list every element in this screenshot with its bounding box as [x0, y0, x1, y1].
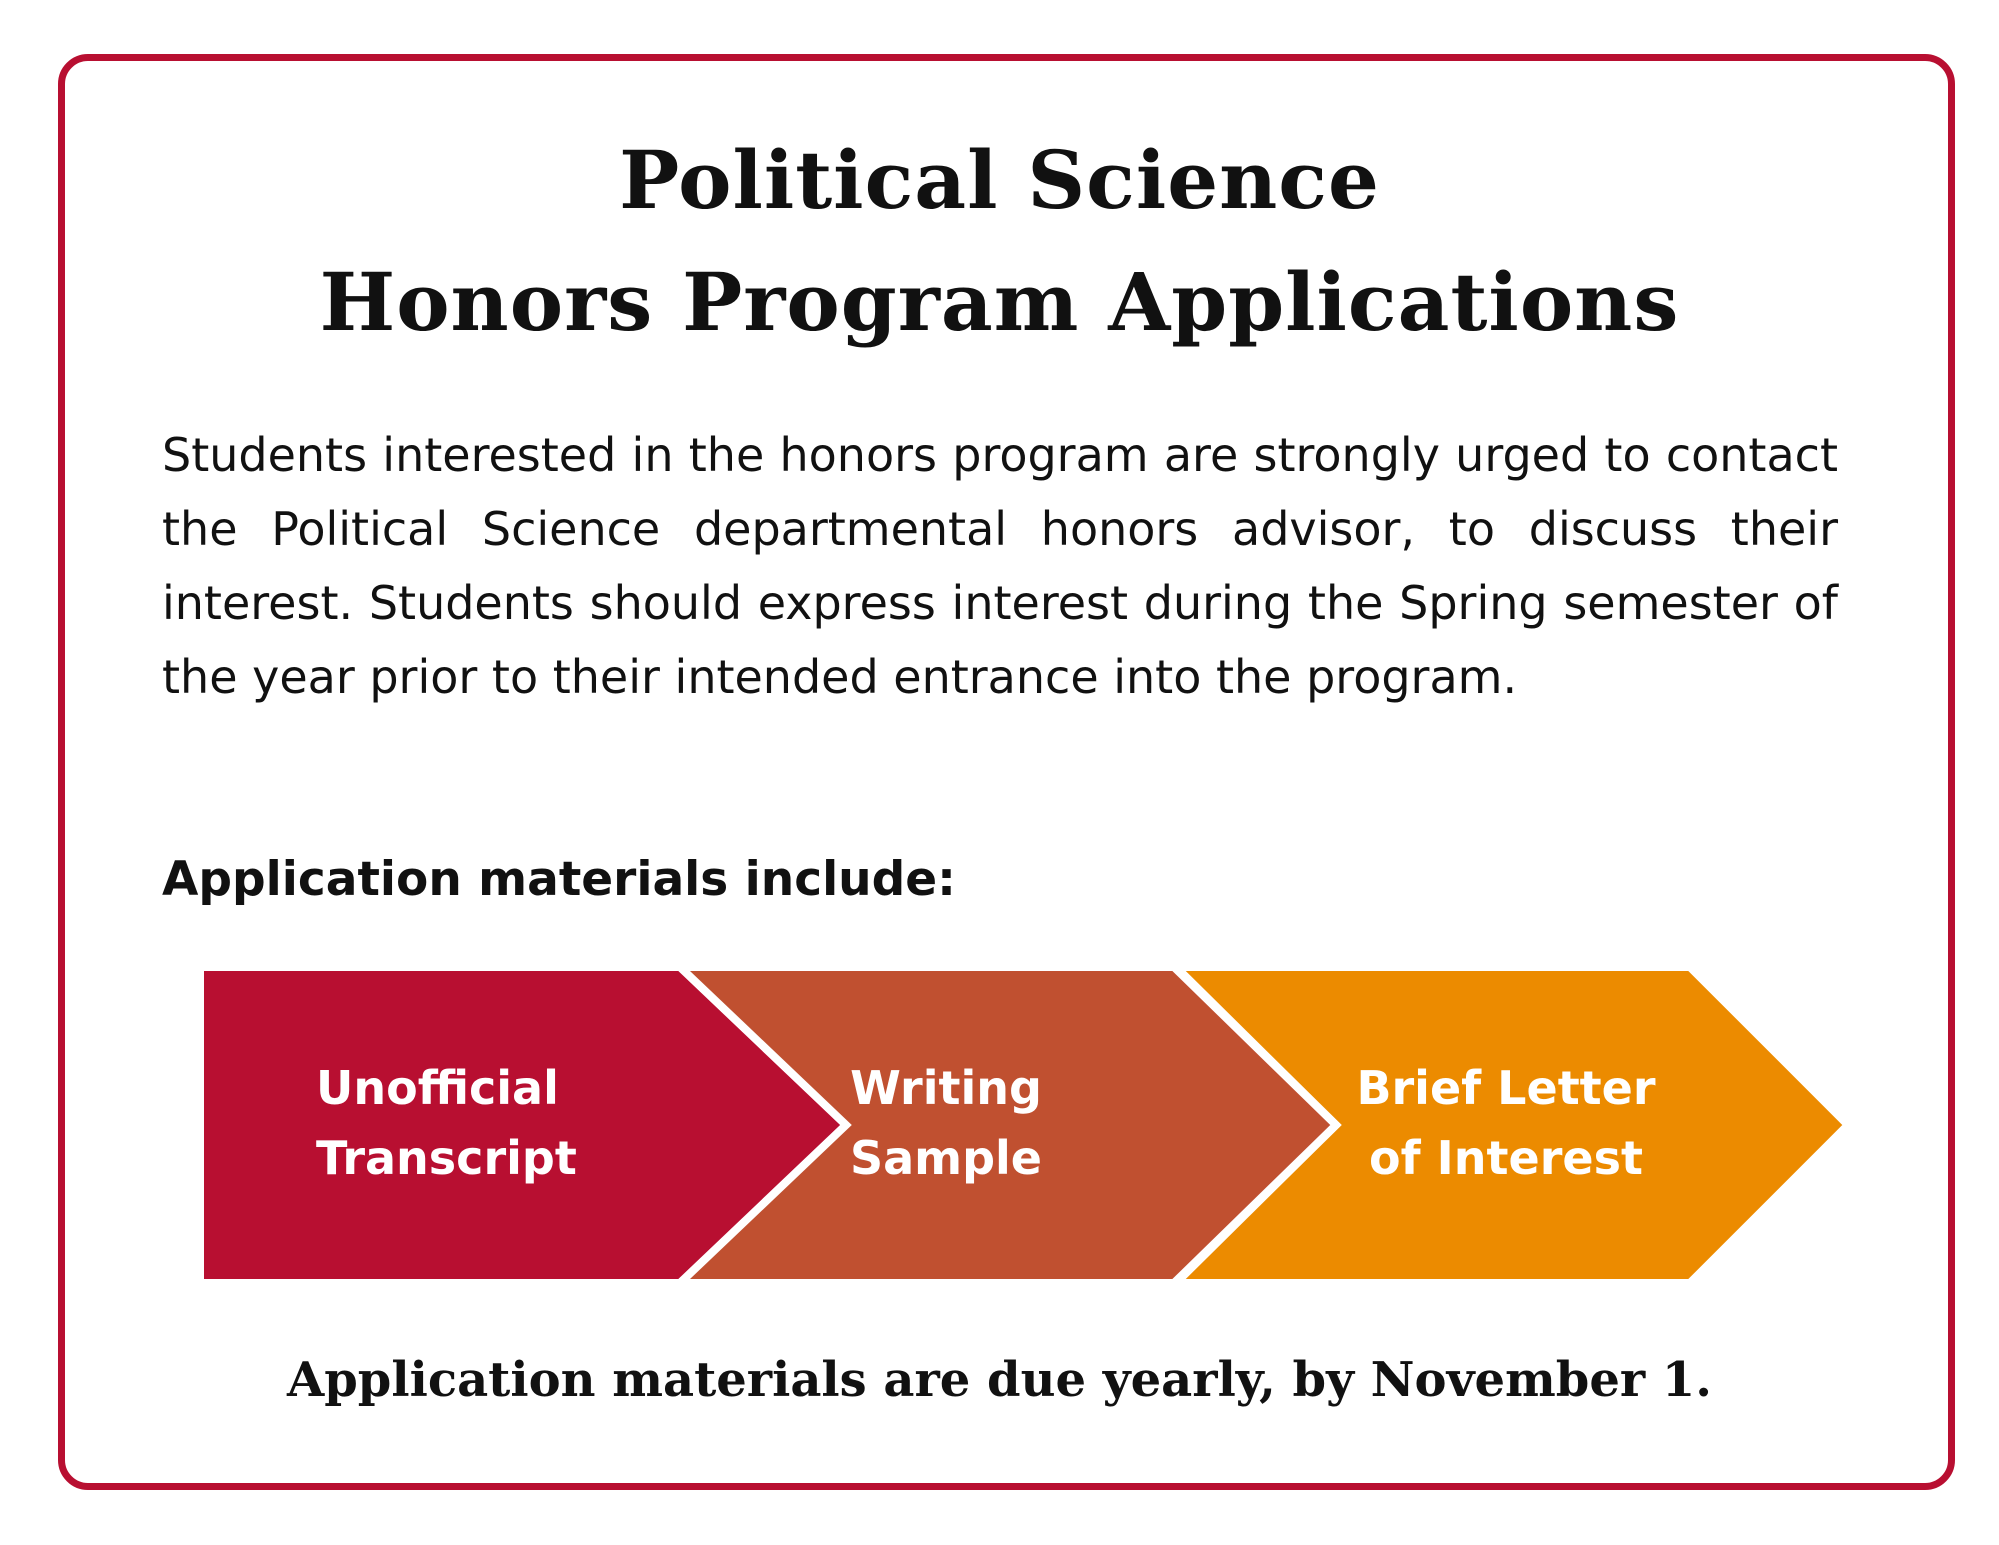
step-3-label-line-2: of Interest [1369, 1131, 1643, 1185]
step-2-label-line-2: Sample [850, 1131, 1042, 1185]
materials-process-flow [196, 955, 1856, 1295]
deadline-notice: Application materials are due yearly, by November 1. [287, 1352, 1712, 1408]
step-1-label-line-2: Transcript [316, 1131, 577, 1185]
materials-heading: Application materials include: [162, 852, 956, 907]
step-1-label-line-1: Unofficial [316, 1061, 559, 1115]
step-2-label [826, 1053, 1066, 1193]
step-1-label [316, 1053, 577, 1193]
page-title-line-1: Political Science [619, 133, 1380, 227]
step-3-label-line-1: Brief Letter [1356, 1061, 1656, 1115]
intro-paragraph: Students interested in the honors program are strongly urged to contact the Political Science departmental honors advisor, to discuss their interest. Students should express interest during the Spring semester of the year prior to their intended entrance into the program. [162, 428, 1838, 704]
step-3-label [1346, 1053, 1666, 1193]
page-title-line-2: Honors Program Applications [319, 255, 1680, 349]
step-2-label-line-1: Writing [850, 1061, 1042, 1115]
